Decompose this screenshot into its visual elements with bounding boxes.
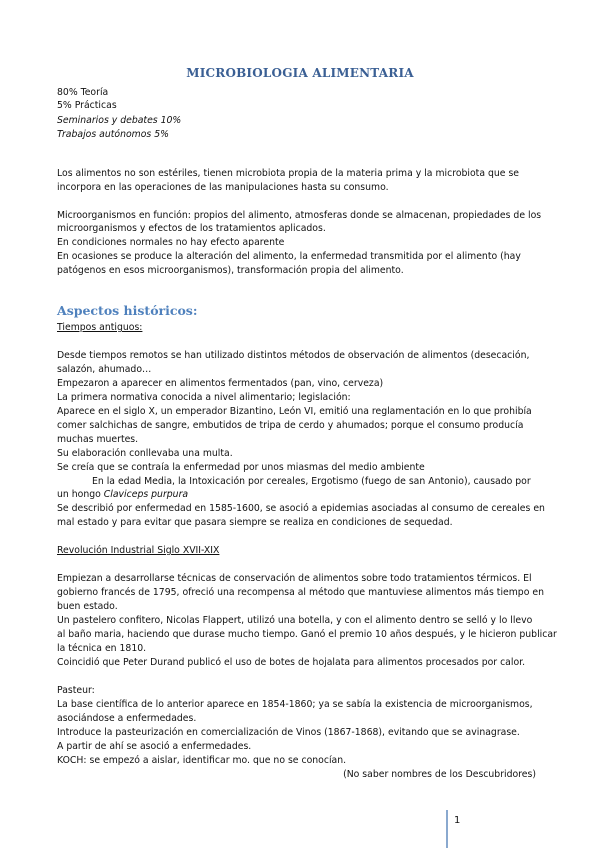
industrial-text-line: Un pastelero confitero, Nicolas Flappert, utilizó una botella, y con el alimento dentro se selló y lo llevo xyxy=(57,615,533,626)
ancient-text-line: Aparece en el siglo X, un emperador Bizantino, León VI, emitió una reglamentación en lo que prohibía xyxy=(57,406,532,417)
intro-text-line: En ocasiones se produce la alteración del alimento, la enfermedad transmitida por el alimento (hay xyxy=(57,251,521,262)
ancient-text-line: La primera normativa conocida a nivel alimentario; legislación: xyxy=(57,392,351,403)
species-name: Claviceps purpura xyxy=(103,489,189,500)
footer-divider xyxy=(446,810,448,848)
ancient-text-line: muchas muertes. xyxy=(57,434,139,445)
industrial-text-line: Coincidió que Peter Durand publicó el uso de botes de hojalata para alimentos procesados por calor. xyxy=(57,657,526,668)
pasteur-text-line: La base científica de lo anterior aparece en 1854-1860; ya se sabía la existencia de microorganismos, xyxy=(57,699,533,710)
intro-text-line: microorganismos y efectos de los tratamientos aplicados. xyxy=(57,223,326,234)
pasteur-text-line: A partir de ahí se asoció a enfermedades. xyxy=(57,741,252,752)
ancient-text-line: Se describió por enfermedad en 1585-1600, se asoció a epidemias asociadas al consumo de cereales en xyxy=(57,503,545,514)
ancient-text-line xyxy=(57,488,188,501)
ancient-text-line: Su elaboración conllevaba una multa. xyxy=(57,448,233,459)
intro-text-line: Microorganismos en función: propios del alimento, atmosferas donde se almacenan, propiedades de los xyxy=(57,210,542,221)
ancient-text-line: salazón, ahumado… xyxy=(57,364,152,375)
grading-theory: 80% Teoría xyxy=(57,87,109,98)
ancient-text-line: Se creía que se contraía la enfermedad por unos miasmas del medio ambiente xyxy=(57,462,425,473)
intro-text-line: Los alimentos no son estériles, tienen microbiota propia de la materia prima y la microbiota que se xyxy=(57,168,520,179)
ancient-text-line: mal estado y para evitar que pasara siempre se realiza en condiciones de sequedad. xyxy=(57,517,453,528)
industrial-text-line: gobierno francés de 1795, ofreció una recompensa al método que mantuviese alimentos más tiempo en xyxy=(57,587,544,598)
intro-text-line: incorpora en las operaciones de las manipulaciones hasta su consumo. xyxy=(57,182,389,193)
page-number: 1 xyxy=(454,815,461,826)
industrial-text-line: la técnica en 1810. xyxy=(57,643,147,654)
pasteur-text-line: asociándose a enfermedades. xyxy=(57,713,197,724)
document-title: MICROBIOLOGIA ALIMENTARIA xyxy=(186,66,414,80)
subheading-pasteur: Pasteur: xyxy=(57,685,95,696)
grading-autonomous: Trabajos autónomos 5% xyxy=(57,129,169,140)
section-heading-historical: Aspectos históricos: xyxy=(57,303,198,318)
ancient-text-prefix: un hongo xyxy=(57,489,104,500)
pasteur-text-line: KOCH: se empezó a aislar, identificar mo. que no se conocían. xyxy=(57,755,347,766)
pasteur-note: (No saber nombres de los Descubridores) xyxy=(343,769,536,780)
intro-text-line: patógenos en esos microorganismos), transformación propia del alimento. xyxy=(57,265,404,276)
industrial-text-line: buen estado. xyxy=(57,601,118,612)
ancient-text-line: Desde tiempos remotos se han utilizado distintos métodos de observación de alimentos (desecación, xyxy=(57,350,530,361)
industrial-text-line: al baño maria, haciendo que durase mucho tiempo. Ganó el premio 10 años después, y le hicieron publicar xyxy=(57,629,557,640)
grading-seminars: Seminarios y debates 10% xyxy=(57,115,182,126)
industrial-text-line: Empiezan a desarrollarse técnicas de conservación de alimentos sobre todo tratamientos térmicos. El xyxy=(57,573,532,584)
subheading-ancient-times: Tiempos antiguos: xyxy=(57,322,143,333)
ancient-text-line: comer salchichas de sangre, embutidos de tripa de cerdo y ahumados; porque el consumo producía xyxy=(57,420,524,431)
grading-practice: 5% Prácticas xyxy=(57,100,117,111)
subheading-industrial-revolution: Revolución Industrial Siglo XVII-XIX xyxy=(57,545,220,556)
ancient-text-line: Empezaron a aparecer en alimentos fermentados (pan, vino, cerveza) xyxy=(57,378,384,389)
ancient-text-line: En la edad Media, la Intoxicación por cereales, Ergotismo (fuego de san Antonio), causado por xyxy=(92,476,531,487)
pasteur-text-line: Introduce la pasteurización en comercialización de Vinos (1867-1868), evitando que se avinagrase. xyxy=(57,727,520,738)
intro-text-line: En condiciones normales no hay efecto aparente xyxy=(57,237,285,248)
